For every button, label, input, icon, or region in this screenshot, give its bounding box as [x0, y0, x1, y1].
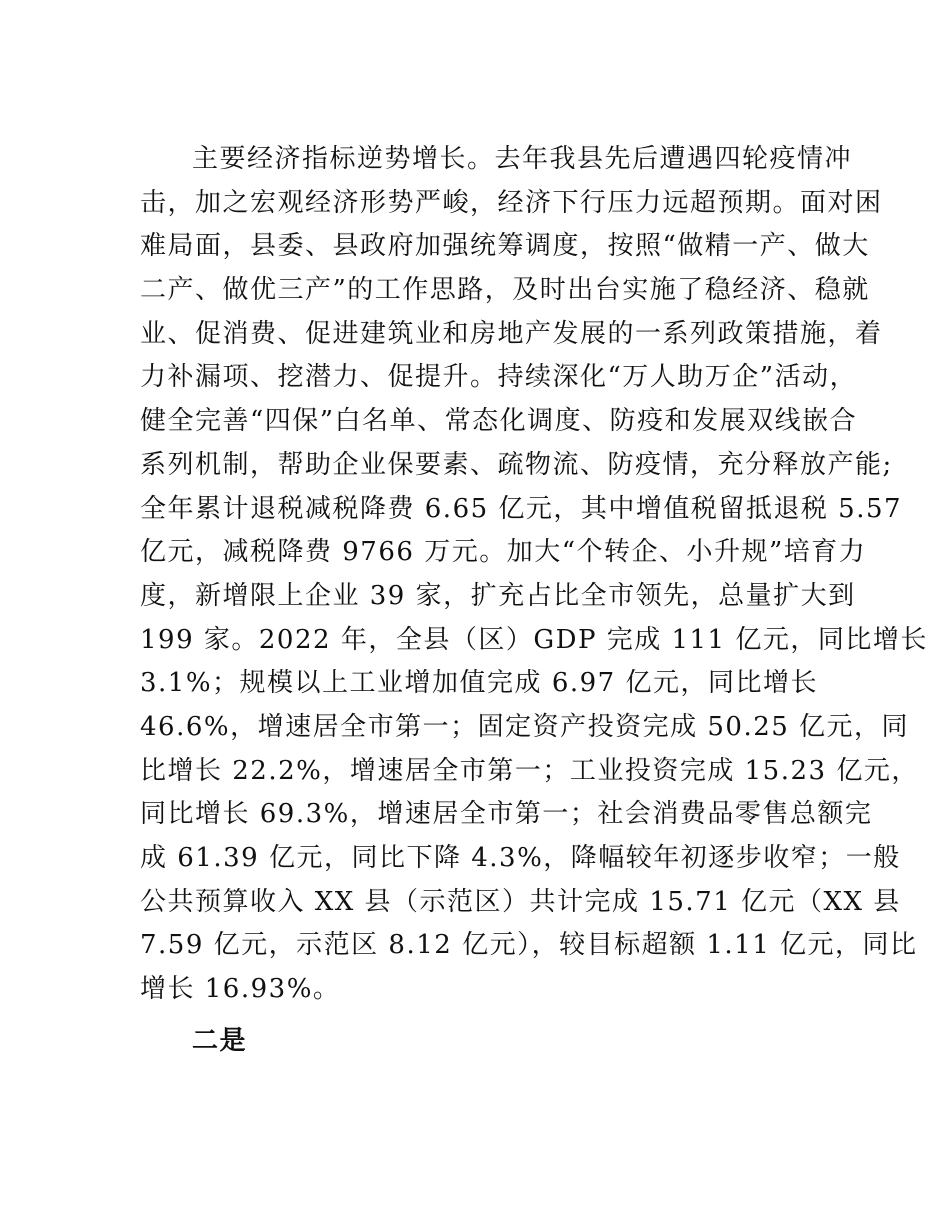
paragraph-line: 成 61.39 亿元，同比下降 4.3%，降幅较年初逐步收窄；一般	[140, 843, 901, 873]
paragraph-line: 全年累计退税减税降费 6.65 亿元，其中增值税留抵退税 5.57	[140, 493, 903, 524]
paragraph-line: 二产、做优三产”的工作思路，及时出台实施了稳经济、稳就	[140, 275, 870, 306]
paragraph-line: 3.1%；规模以上工业增加值完成 6.97 亿元，同比增长	[140, 668, 818, 699]
paragraph-line: 公共预算收入 XX 县（示范区）共计完成 15.71 亿元（XX 县	[140, 886, 901, 917]
paragraph-line: 击，加之宏观经济形势严峻，经济下行压力远超预期。面对困	[140, 187, 883, 218]
paragraph-line: 增长 16.93%。	[140, 974, 341, 1005]
paragraph-line: 难局面，县委、县政府加强统筹调度，按照“做精一产、做大	[140, 231, 870, 262]
paragraph-line: 同比增长 69.3%，增速居全市第一；社会消费品零售总额完	[140, 799, 873, 830]
paragraph-line: 度，新增限上企业 39 家，扩充占比全市领先，总量扩大到	[140, 580, 856, 611]
paragraph-line: 199 家。2022 年，全县（区）GDP 完成 111 亿元，同比增长	[140, 624, 928, 655]
paragraph-line: 力补漏项、挖潜力、促提升。持续深化“万人助万企”活动，	[140, 362, 858, 393]
body-paragraph	[140, 144, 928, 1018]
paragraph-line: 7.59 亿元，示范区 8.12 亿元），较目标超额 1.11 亿元，同比	[140, 930, 918, 961]
section-heading: 二是	[192, 1026, 248, 1056]
paragraph-line: 健全完善“四保”白名单、常态化调度、防疫和发展双线嵌合	[140, 406, 858, 437]
paragraph-line: 主要经济指标逆势增长。去年我县先后遭遇四轮疫情冲	[192, 144, 853, 174]
paragraph-line: 46.6%，增速居全市第一；固定资产投资完成 50.25 亿元，同	[140, 711, 910, 742]
paragraph-line: 业、促消费、促进建筑业和房地产发展的一系列政策措施，着	[140, 318, 883, 349]
paragraph-line: 亿元，减税降费 9766 万元。加大“个转企、小升规”培育力	[140, 537, 867, 568]
paragraph-line: 系列机制，帮助企业保要素、疏物流、防疫情，充分释放产能;	[140, 449, 893, 480]
paragraph-line: 比增长 22.2%，增速居全市第一；工业投资完成 15.23 亿元，	[140, 755, 919, 786]
